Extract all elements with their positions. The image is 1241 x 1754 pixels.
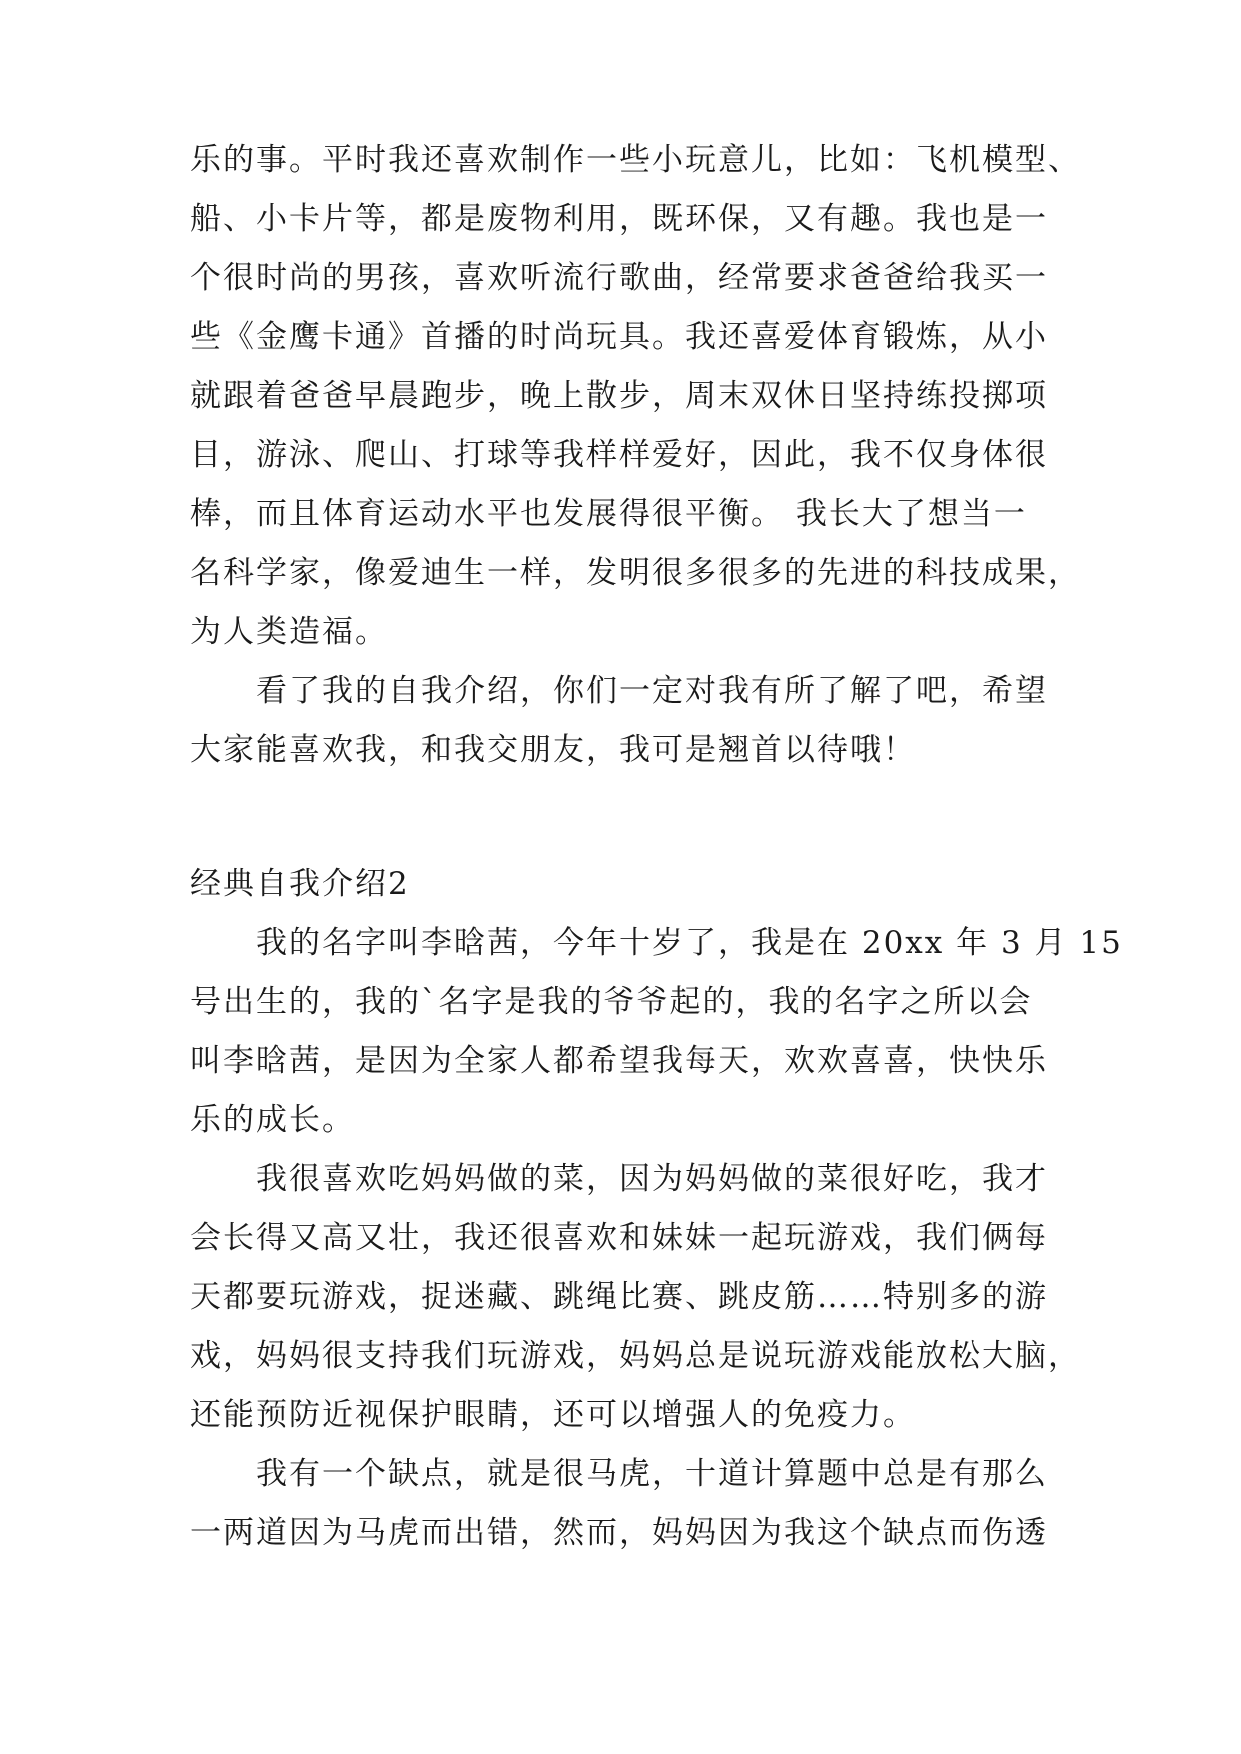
- paragraph-block-intro-2: [190, 914, 1123, 1563]
- text-line: 乐的成长。: [190, 1102, 355, 1138]
- text-line: 天都要玩游戏，捉迷藏、跳绳比赛、跳皮筋……特别多的游: [190, 1279, 1048, 1315]
- text-line: 号出生的，我的`名字是我的爷爷起的，我的名字之所以会: [190, 984, 1033, 1020]
- text-line: 看了我的自我介绍，你们一定对我有所了解了吧，希望: [256, 673, 1048, 709]
- text-line: 目，游泳、爬山、打球等我样样爱好，因此，我不仅身体很: [190, 437, 1048, 473]
- text-line: 船、小卡片等，都是废物利用，既环保，又有趣。我也是一: [190, 201, 1048, 237]
- text-line: 名科学家，像爱迪生一样，发明很多很多的先进的科技成果，: [190, 555, 1081, 591]
- text-line: 就跟着爸爸早晨跑步，晚上散步，周末双休日坚持练投掷项: [190, 378, 1048, 414]
- text-line: 一两道因为马虎而出错，然而，妈妈因为我这个缺点而伤透: [190, 1515, 1048, 1551]
- paragraph-block-intro-continued: [190, 131, 1081, 780]
- text-line: 我很喜欢吃妈妈做的菜，因为妈妈做的菜很好吃，我才: [256, 1161, 1048, 1197]
- text-line: 个很时尚的男孩，喜欢听流行歌曲，经常要求爸爸给我买一: [190, 260, 1048, 296]
- text-line: 我的名字叫李晗茜，今年十岁了，我是在 20xx 年 3 月 15: [256, 925, 1123, 961]
- text-line: 我有一个缺点，就是很马虎，十道计算题中总是有那么: [256, 1456, 1048, 1492]
- text-line: 为人类造福。: [190, 614, 388, 650]
- text-line: 叫李晗茜，是因为全家人都希望我每天，欢欢喜喜，快快乐: [190, 1043, 1048, 1079]
- text-line: 会长得又高又壮，我还很喜欢和妹妹一起玩游戏，我们俩每: [190, 1220, 1048, 1256]
- text-line: 还能预防近视保护眼睛，还可以增强人的免疫力。: [190, 1397, 916, 1433]
- text-line: 戏，妈妈很支持我们玩游戏，妈妈总是说玩游戏能放松大脑，: [190, 1338, 1081, 1374]
- text-line: 棒，而且体育运动水平也发展得很平衡。 我长大了想当一: [190, 496, 1027, 532]
- text-line: 大家能喜欢我，和我交朋友，我可是翘首以待哦！: [190, 732, 916, 768]
- section-heading: 经典自我介绍2: [190, 866, 410, 902]
- text-line: 些《金鹰卡通》首播的时尚玩具。我还喜爱体育锻炼，从小: [190, 319, 1048, 355]
- text-line: 乐的事。平时我还喜欢制作一些小玩意儿，比如：飞机模型、: [190, 142, 1081, 178]
